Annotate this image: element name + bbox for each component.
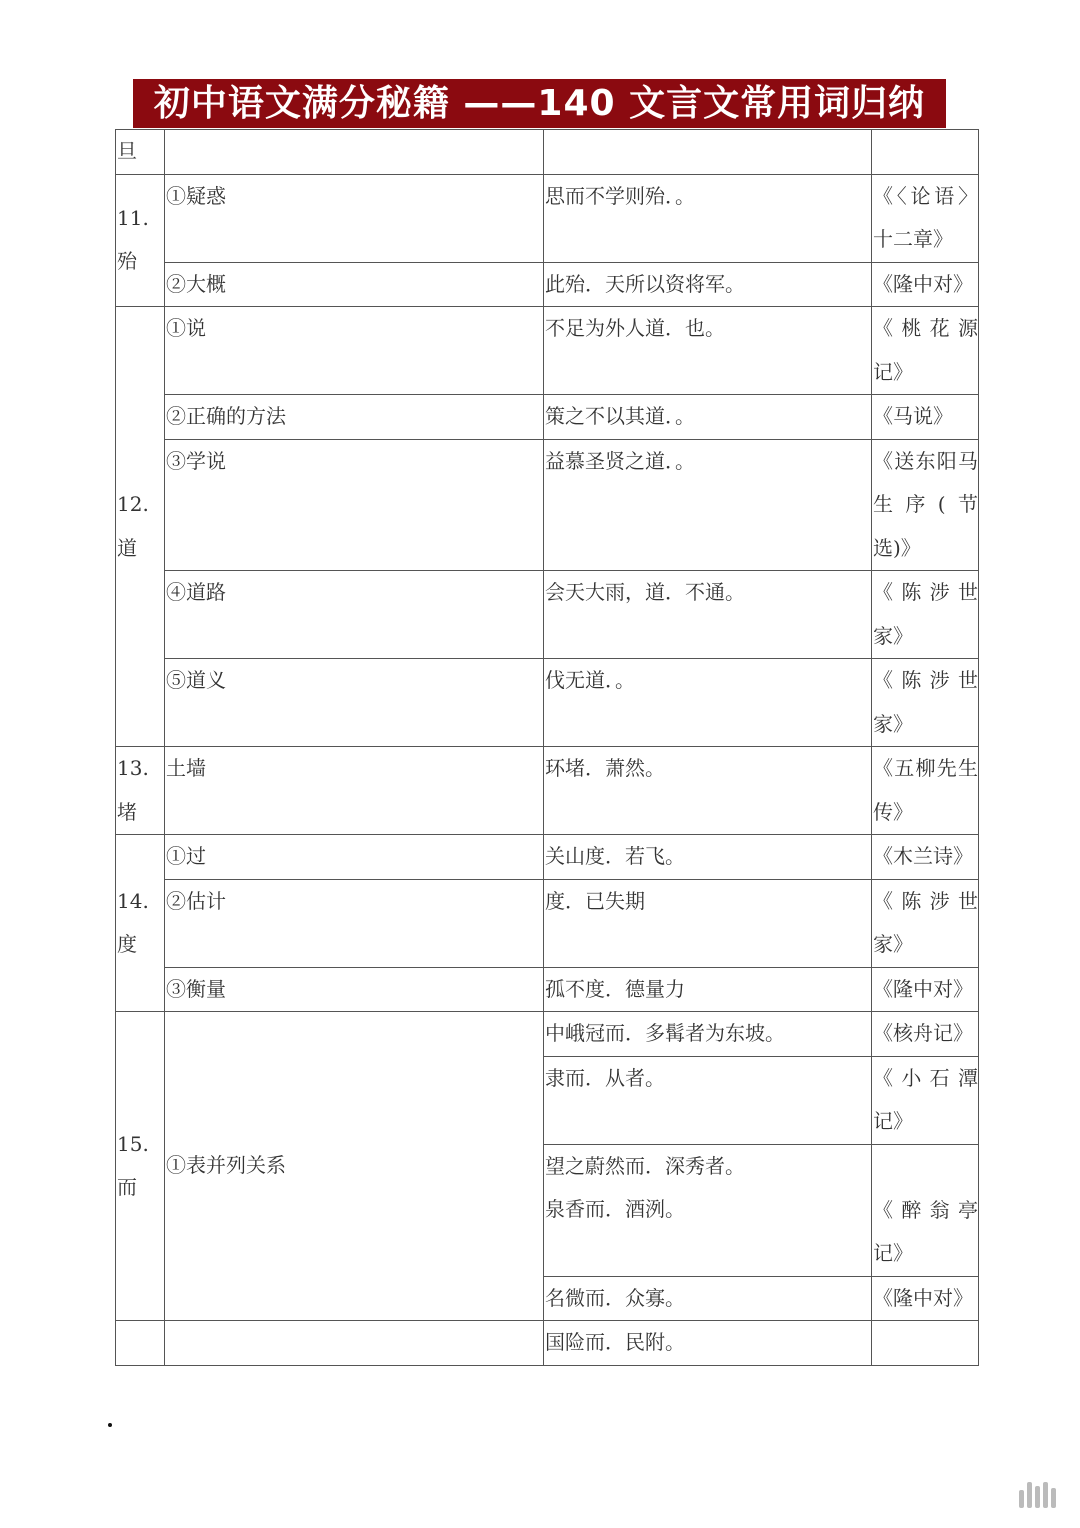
meaning-cell: 土墙 [165,747,544,835]
meaning-cell: ②估计 [165,879,544,967]
example-cell: 度．已失期 [544,879,872,967]
source-cell [872,1321,979,1366]
source-cell: 《五柳先生传》 [872,747,979,835]
example-cell: 不足为外人道．也。 [544,307,872,395]
example-cell: 隶而．从者。 [544,1056,872,1144]
table-row [116,967,979,1012]
example-cell: 中峨冠而．多髯者为东坡。 [544,1012,872,1057]
watermark-icon [1019,1482,1056,1508]
example-cell: 国险而．民附。 [544,1321,872,1366]
example-cell: 策之不以其道．。 [544,395,872,440]
source-cell: 《醉翁亭记》 [872,1144,979,1276]
table-row [116,835,979,880]
table-row [116,130,979,175]
word-cell [116,1321,165,1366]
table-row [116,1321,979,1366]
table-row [116,747,979,835]
example-cell: 孤不度．德量力 [544,967,872,1012]
table-row [116,879,979,967]
table-row [116,174,979,262]
meaning-cell: ①疑惑 [165,174,544,262]
source-cell: 《送东阳马生序(节选)》 [872,439,979,571]
source-cell: 《陈涉世家》 [872,659,979,747]
meaning-cell: ③学说 [165,439,544,571]
example-cell: 望之蔚然而．深秀者。 泉香而．酒洌。 [544,1144,872,1276]
meaning-cell [165,1321,544,1366]
meaning-cell: ③衡量 [165,967,544,1012]
source-cell: 《木兰诗》 [872,835,979,880]
source-cell: 《桃花源记》 [872,307,979,395]
word-cell: 12. 道 [116,307,165,747]
source-cell: 《马说》 [872,395,979,440]
bullet-dot [108,1423,112,1427]
page-title: 初中语文满分秘籍 ——140 文言文常用词归纳 [133,79,946,128]
source-cell: 《陈涉世家》 [872,879,979,967]
word-cell: 14. 度 [116,835,165,1012]
source-cell: 《核舟记》 [872,1012,979,1057]
source-cell: 《隆中对》 [872,1276,979,1321]
table-row [116,439,979,571]
example-cell: 环堵．萧然。 [544,747,872,835]
word-cell: 旦 [116,130,165,175]
example-cell [544,130,872,175]
meaning-cell: ①表并列关系 [165,1012,544,1321]
meaning-cell: ①说 [165,307,544,395]
meaning-cell [165,130,544,175]
source-cell: 《隆中对》 [872,967,979,1012]
table-row [116,395,979,440]
example-cell: 益慕圣贤之道．。 [544,439,872,571]
word-cell: 13. 堵 [116,747,165,835]
table-row [116,659,979,747]
table-row [116,1012,979,1057]
source-cell: 《隆中对》 [872,262,979,307]
example-cell: 思而不学则殆．。 [544,174,872,262]
table-row [116,262,979,307]
source-cell [872,130,979,175]
meaning-cell: ①过 [165,835,544,880]
table-row [116,307,979,395]
source-cell: 《陈涉世家》 [872,571,979,659]
example-cell: 伐无道．。 [544,659,872,747]
source-cell: 《小石潭记》 [872,1056,979,1144]
example-cell: 名微而．众寡。 [544,1276,872,1321]
vocab-table [115,129,979,1366]
word-cell: 11. 殆 [116,174,165,307]
example-cell: 会天大雨，道．不通。 [544,571,872,659]
table-row [116,571,979,659]
example-cell: 此殆．天所以资将军。 [544,262,872,307]
meaning-cell: ⑤道义 [165,659,544,747]
meaning-cell: ④道路 [165,571,544,659]
example-cell: 关山度．若飞。 [544,835,872,880]
source-cell: 《〈论语〉十二章》 [872,174,979,262]
meaning-cell: ②正确的方法 [165,395,544,440]
meaning-cell: ②大概 [165,262,544,307]
word-cell: 15. 而 [116,1012,165,1321]
